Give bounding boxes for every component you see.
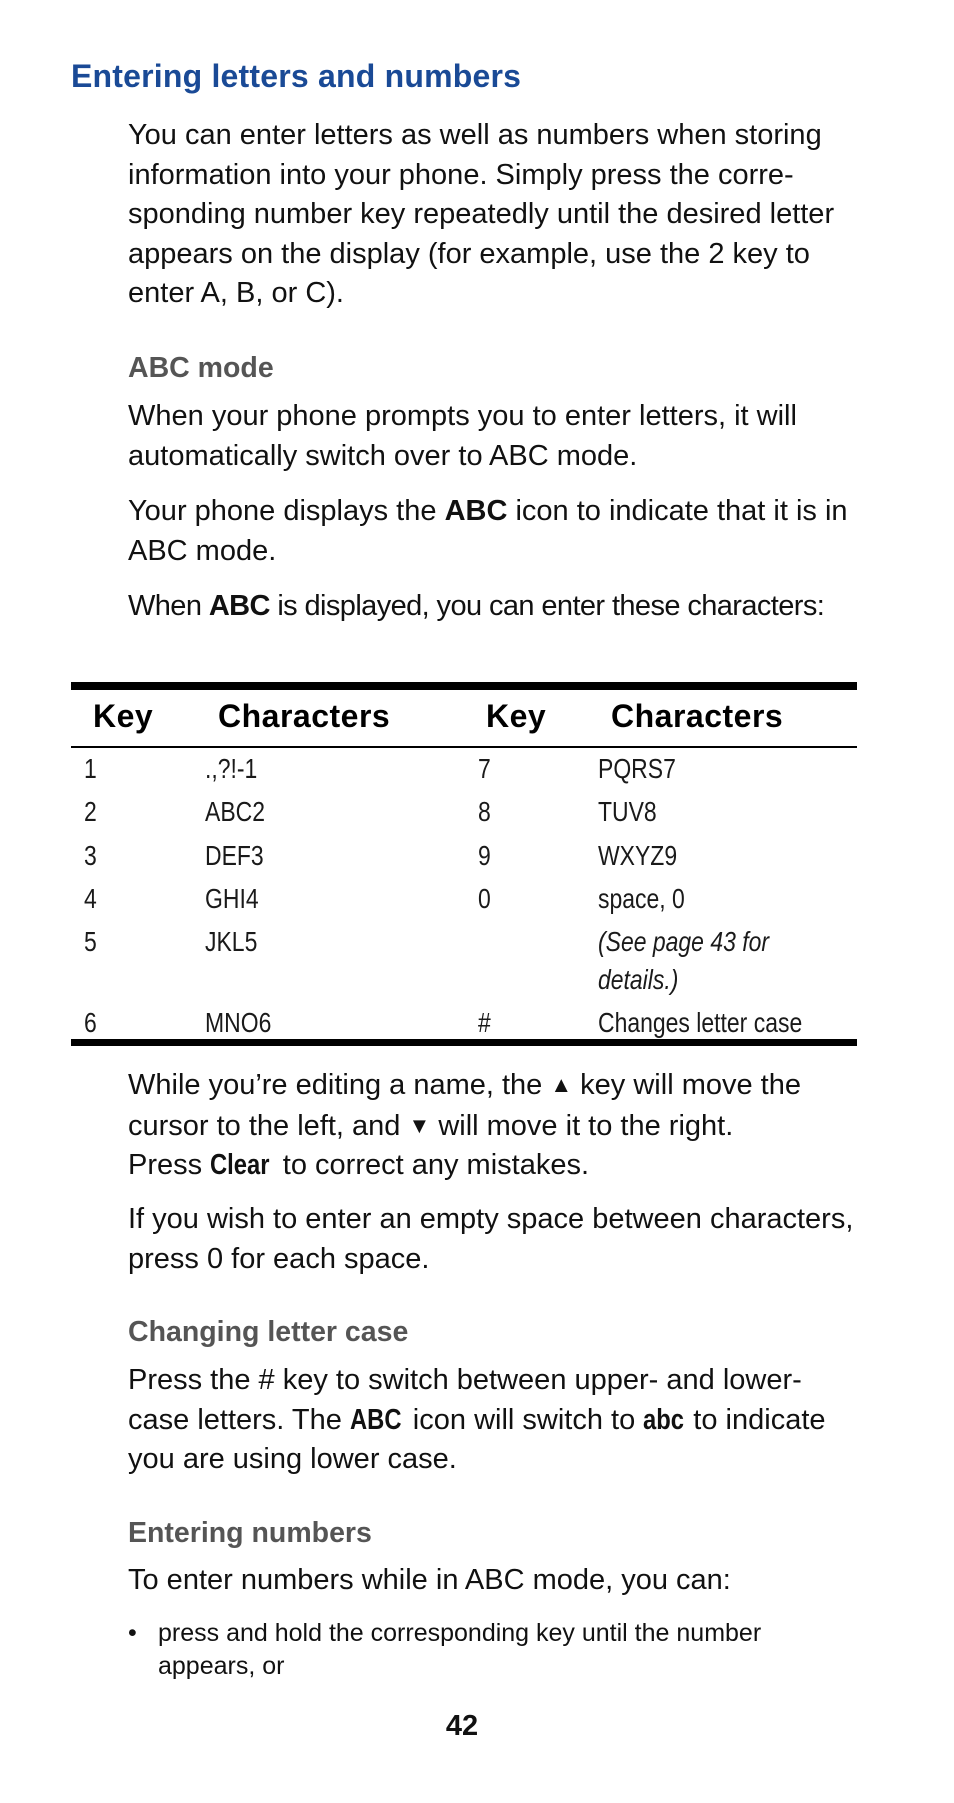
table-row [71, 750, 857, 790]
cell-characters: DEF3 [205, 840, 264, 871]
table-row [71, 793, 857, 833]
editing-line-3 [128, 1146, 858, 1186]
cell-characters: Changes letter case [598, 1007, 803, 1038]
clear-key-label: Clear [210, 1149, 270, 1181]
section-title: Entering letters and numbers [71, 58, 522, 94]
editing-text: cursor to the left, and [128, 1109, 409, 1142]
cell-key: 5 [84, 926, 97, 957]
cell-characters: MNO6 [205, 1007, 272, 1038]
down-arrow-icon: ▼ [408, 1112, 431, 1138]
editing-text: While you’re editing a name, the [128, 1069, 551, 1101]
cell-characters: WXYZ9 [598, 840, 678, 871]
bullet-text: press and hold the corresponding key until the number appears, or [158, 1619, 762, 1680]
letter-case-text: icon will switch to [404, 1403, 644, 1436]
editing-paragraph [128, 1065, 858, 1186]
cell-key: 2 [84, 796, 97, 827]
cell-key: 6 [84, 1007, 97, 1038]
character-table [71, 682, 857, 1046]
cell-characters: .,?!-1 [205, 753, 258, 784]
cell-key: 3 [84, 840, 97, 871]
cell-characters: TUV8 [598, 796, 657, 827]
page-number: 42 [445, 1710, 479, 1742]
editing-text: will move it to the right. [430, 1109, 734, 1142]
cell-characters: PQRS7 [598, 753, 676, 784]
table-row [71, 1004, 857, 1044]
editing-text: key will move the [572, 1069, 801, 1101]
abc-mode-paragraph-2 [128, 492, 858, 571]
cell-characters: GHI4 [205, 883, 259, 914]
cell-key: 9 [478, 840, 491, 871]
p2-text-before: Your phone displays the [128, 495, 445, 527]
p3-text-before: When [128, 590, 209, 622]
table-header [71, 690, 857, 748]
cell-key: # [478, 1007, 491, 1038]
p3-text-after: is displayed, you can enter these characters: [269, 590, 825, 622]
cell-key: 4 [84, 883, 97, 914]
entering-numbers-intro: To enter numbers while in ABC mode, you can: [128, 1564, 731, 1596]
table-row [71, 837, 857, 877]
editing-text: to correct any mistakes. [274, 1149, 590, 1181]
abc-icon-label: ABC [444, 495, 508, 527]
cell-characters: JKL5 [205, 926, 258, 957]
letter-case-text: to indicate you are using lower case. [128, 1403, 826, 1475]
header-key-2: Key [486, 698, 547, 734]
editing-line-1 [128, 1065, 858, 1106]
cell-note: (See page 43 for details.) [598, 926, 770, 995]
cell-key: 1 [84, 753, 97, 784]
cell-key: 8 [478, 796, 491, 827]
space-paragraph: If you wish to enter an empty space between characters, press 0 for each space. [128, 1203, 854, 1275]
header-characters-1: Characters [218, 698, 391, 734]
table-row [71, 923, 857, 1003]
abc-mode-paragraph-3 [128, 587, 888, 627]
header-characters-2: Characters [611, 698, 784, 734]
editing-text: Press [128, 1149, 211, 1181]
cell-characters: ABC2 [205, 796, 265, 827]
abc-mode-heading: ABC mode [128, 352, 274, 384]
abc-lower-icon-label: abc [643, 1403, 685, 1436]
bullet-icon: • [128, 1619, 137, 1647]
letter-case-text: Press the # key to switch between upper- and lower-case letters. The [128, 1364, 802, 1436]
letter-case-heading: Changing letter case [128, 1316, 409, 1348]
editing-line-2 [128, 1106, 858, 1147]
cell-key: 7 [478, 753, 491, 784]
cell-key: 0 [478, 883, 491, 914]
table-row [71, 880, 857, 920]
p2-text-after: icon to indicate that it is in ABC mode. [128, 495, 848, 567]
intro-paragraph: You can enter letters as well as numbers when storing information into your phone. Simply press the corre-sponding number key repeatedly until the desired letter appears on the display (for example, use the 2 key to enter A, B, or C). [128, 119, 835, 309]
cell-characters: space, 0 [598, 883, 685, 914]
abc-mode-paragraph-1: When your phone prompts you to enter letters, it will automatically switch over to ABC mode. [128, 400, 797, 472]
abc-icon-label-2: ABC [208, 590, 270, 622]
header-key-1: Key [93, 698, 154, 734]
abc-upper-icon-label: ABC [349, 1403, 402, 1436]
up-arrow-icon: ▲ [550, 1072, 573, 1097]
entering-numbers-heading: Entering numbers [128, 1517, 372, 1549]
letter-case-paragraph [128, 1361, 858, 1480]
